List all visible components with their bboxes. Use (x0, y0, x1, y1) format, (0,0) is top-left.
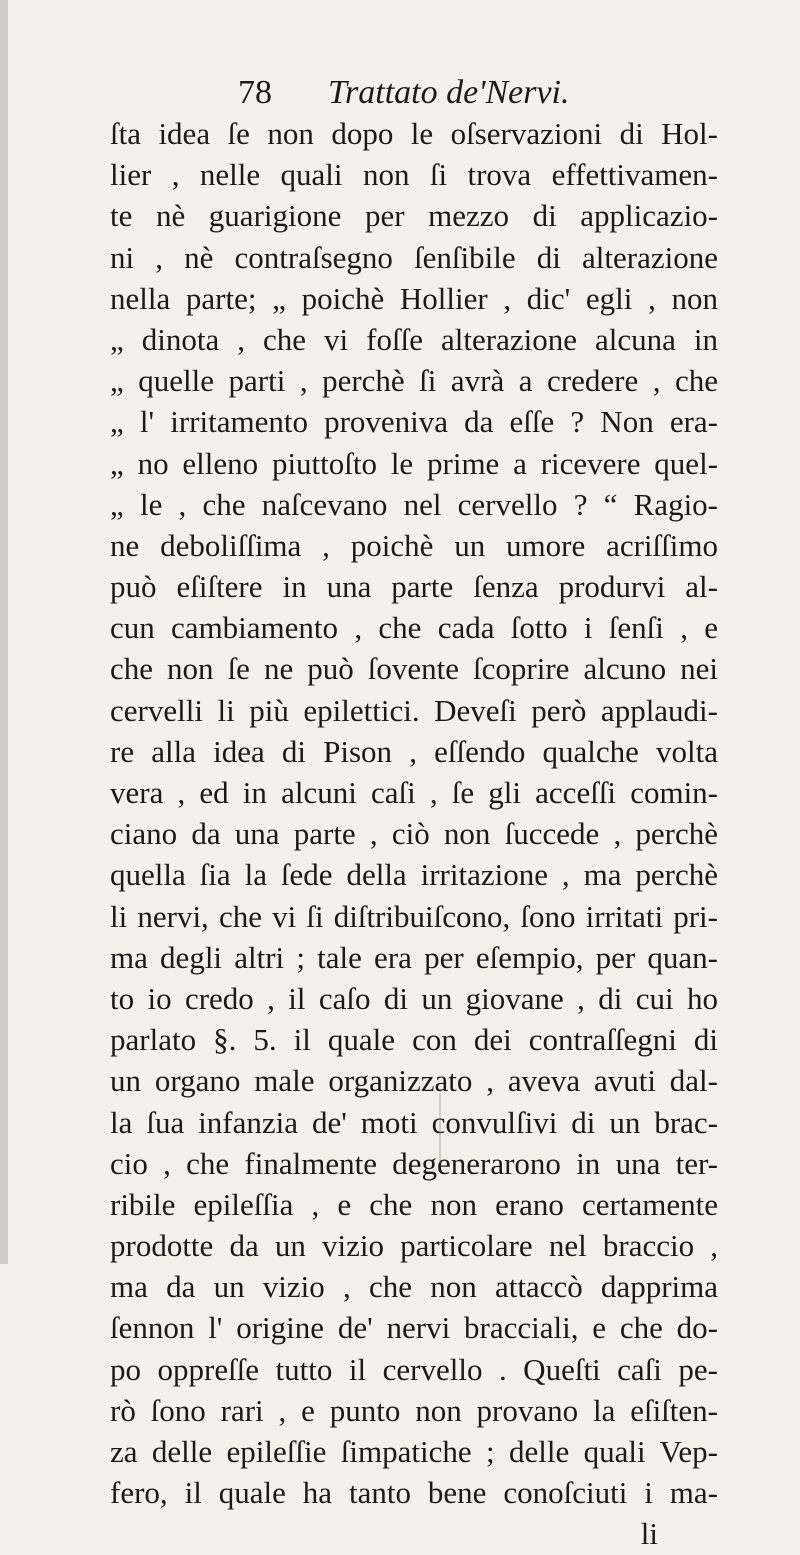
text-line: te nè guarigione per mezzo di applicazio- (110, 198, 718, 234)
text-line: ſta idea ſe non dopo le oſservazioni di Hol- (110, 116, 718, 151)
text-line: ma da un vizio , che non attaccò dapprima (110, 1269, 718, 1305)
text-line: re alla idea di Pison , eſſendo qualche volta (110, 733, 718, 769)
text-line: ciano da una parte , ciò non ſuccede , perchè (110, 816, 718, 852)
text-line: la ſua infanzia de' moti convulſivi di un brac- (110, 1104, 718, 1140)
text-line: li nervi, che vi ſi diſtribuiſcono, ſono irritati pri- (110, 898, 718, 934)
margin-stain (0, 0, 8, 1264)
text-line: „ le , che naſcevano nel cervello ? “ Ragio- (110, 486, 718, 522)
text-line: cio , che finalmente degenerarono in una ter- (110, 1145, 718, 1181)
text-line: prodotte da un vizio particolare nel braccio , (110, 1228, 718, 1264)
text-line: rò ſono rari , e punto non provano la eſiſten- (110, 1392, 718, 1428)
paper-crease (439, 1093, 441, 1163)
text-line: vera , ed in alcuni caſi , ſe gli acceſſi comin- (110, 775, 718, 810)
text-line: cervelli li più epilettici. Deveſi però applaudi- (110, 692, 718, 728)
text-line: nella parte; „ poichè Hollier , dic' egli , non (110, 280, 718, 316)
text-line: ni , nè contraſsegno ſenſibile di alterazione (110, 239, 718, 275)
text-line: „ quelle parti , perchè ſi avrà a credere , che (110, 363, 718, 399)
text-line: quella ſia la ſede della irritazione , ma perchè (110, 857, 718, 893)
text-line: fero, il quale ha tanto bene conoſciuti i ma- (110, 1475, 718, 1511)
text-line: za delle epileſſie ſimpatiche ; delle quali Vep- (110, 1434, 718, 1469)
text-line: to io credo , il caſo di un giovane , di cui ho (110, 980, 718, 1016)
text-line: che non ſe ne può ſovente ſcoprire alcuno nei (110, 651, 718, 687)
text-line: ma degli altri ; tale era per eſempio, per quan- (110, 939, 718, 975)
text-line: ſennon l' origine de' nervi bracciali, e che do- (110, 1310, 718, 1346)
running-title: Trattato de'Nervi. (328, 74, 570, 111)
text-line: lier , nelle quali non ſi trova effettivamen- (110, 157, 718, 193)
text-line: parlato §. 5. il quale con dei contraſſegni di (110, 1022, 718, 1058)
text-line: un organo male organizzato , aveva avuti dal- (110, 1063, 718, 1099)
page-header (238, 70, 718, 116)
text-line: „ no elleno piuttoſto le prime a ricevere quel- (110, 445, 718, 481)
text-line: „ dinota , che vi foſſe alterazione alcuna in (110, 321, 718, 357)
text-line: ne deboliſſima , poichè un umore acriſſimo (110, 527, 718, 563)
text-line: cun cambiamento , che cada ſotto i ſenſi , e (110, 610, 718, 646)
text-line: po oppreſſe tutto il cervello . Queſti caſi pe- (110, 1351, 718, 1387)
text-line: „ l' irritamento proveniva da eſſe ? Non era- (110, 404, 718, 440)
text-line: ribile epileſſia , e che non erano certamente (110, 1186, 718, 1222)
text-body (110, 113, 718, 1555)
page-number: 78 (238, 74, 272, 111)
text-line: può eſiſtere in una parte ſenza produrvi al- (110, 569, 718, 605)
catchword: li (640, 1516, 658, 1552)
